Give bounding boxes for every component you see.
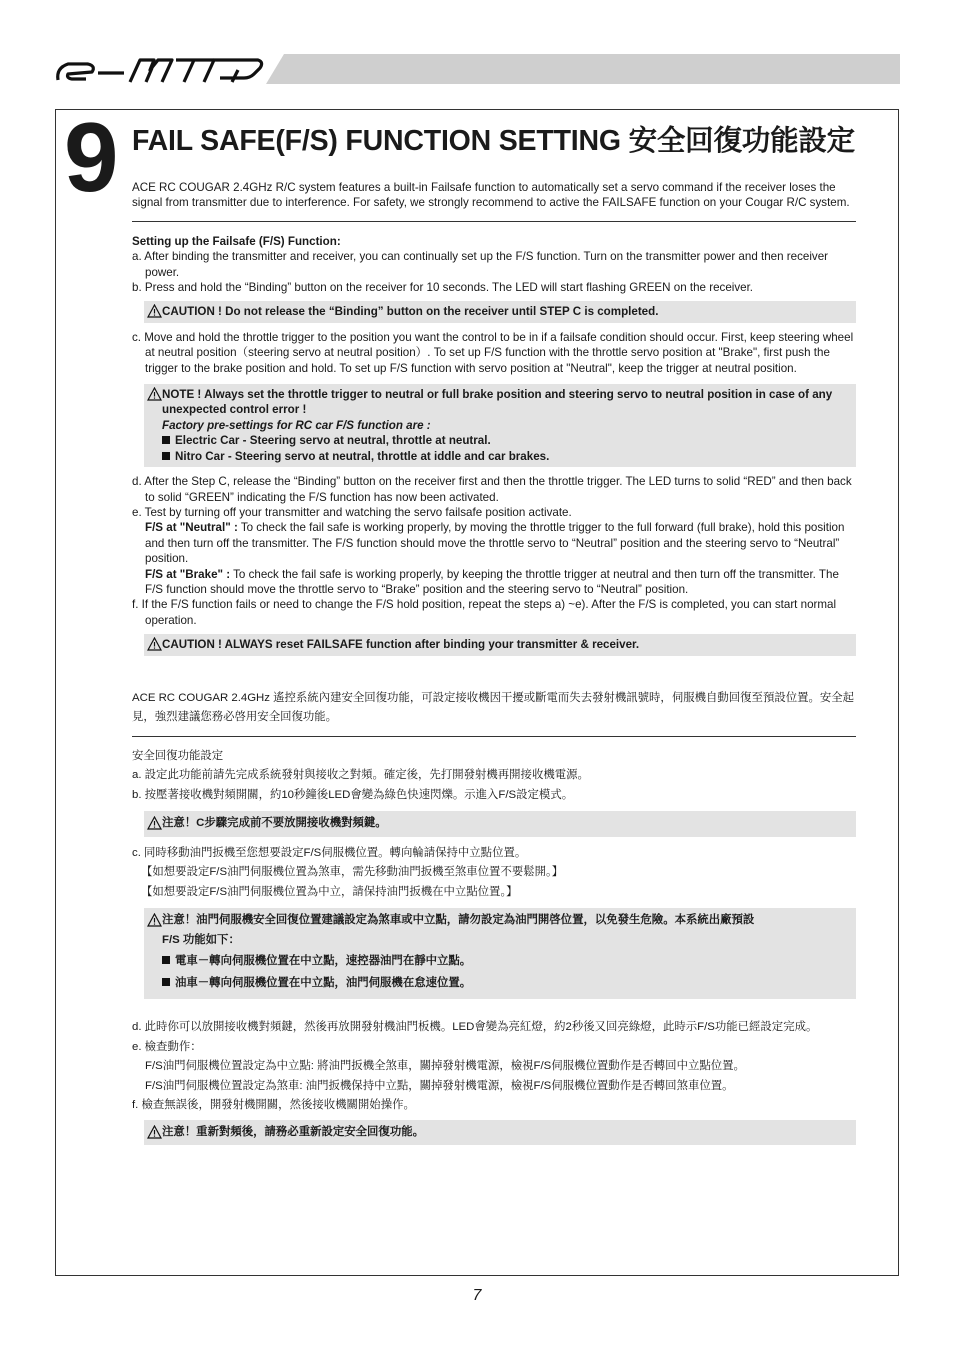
en-step-f: f. If the F/S function fails or need to change the F/S hold position, repeat the steps a) ~e). After the F/S is completed, you can start normal operation. [132,598,837,627]
en-step-c: c. Move and hold the throttle trigger to the position you want the control to be in if a failsafe condition should occur. First, keep steering wheel at neutral position（steering servo at neutral position）. To set up F/S function with the throttle servo position at "Brake", first push the trigger to the brake position and hold. To set up F/S function with servo position at "Neutral", keep the trigger at neutral position. [132,330,854,375]
zh-step-e-2: F/S油門伺服機位置設定為煞車: 油門扳機保持中立點，關掉發射機電源，檢視F/S伺服機位置動作是否轉回煞車位置。 [145,1079,734,1092]
en-setup-heading: Setting up the Failsafe (F/S) Function: [132,234,341,248]
en-note-box [144,384,856,467]
zh-note-box [144,908,856,999]
zh-caution-2-text: 注意！重新對頻後，請務必重新設定安全回復功能。 [162,1125,424,1138]
zh-caution-box-2 [144,1120,856,1146]
warning-icon [147,816,162,838]
en-brake-check [132,567,856,598]
zh-note-electric: 電車－轉向伺服機位置在中立點，速控器油門在靜中立點。 [175,955,472,968]
en-neutral-check [132,520,856,566]
zh-step-c-1: 【如想要設定F/S油門伺服機位置為煞車，需先移動油門扳機至煞車位置不要鬆開。】 [141,866,564,879]
en-brake-label: F/S at "Brake" : [145,567,231,581]
en-step-b: b. Press and hold the “Binding” button on the receiver for 10 seconds. The LED will start flashing GREEN on the receiver. [132,281,754,295]
zh-caution-box-1 [144,811,856,837]
warning-icon [147,387,162,405]
warning-icon [147,637,162,655]
en-neutral-label: F/S at "Neutral" : [145,521,238,535]
en-intro: ACE RC COUGAR 2.4GHz R/C system features a built-in Failsafe function to automatically set a servo command if the receiver loses the signal from transmitter due to interference. For safety, we strongly recommend to active the FAILSAFE function on your Cougar R/C system. [132,181,850,210]
warning-icon [147,913,162,935]
zh-step-b: b. 按壓著接收機對頻開關，約10秒鐘後LED會變為綠色快速閃爍。示進入F/S設定模式。 [132,788,574,801]
warning-icon [147,1125,162,1147]
page-number: 7 [472,1287,482,1304]
en-note-nitro: Nitro Car - Steering servo at neutral, throttle at iddle and car brakes. [175,449,550,463]
en-neutral-text: To check the fail safe is working properly, by moving the throttle trigger to the full forward (full brake), hold this position and then turn off the transmitter. The F/S function should move the throttle servo to “Neutral” position and the steering servo to “Neutral” position. [145,521,845,566]
section-title: FAIL SAFE(F/S) FUNCTION SETTING 安全回復功能設定 [132,125,855,157]
en-brake-text: To check the fail safe is working properly, by keeping the throttle trigger at neutral and then turn off the transmitter. The F/S function should move the throttle servo to “Brake” position and the steering servo to “Neutral” position. [145,567,839,596]
square-bullet-icon [162,978,170,986]
square-bullet-icon [162,436,170,444]
brand-logo [54,52,266,88]
zh-step-d: d. 此時你可以放開接收機對頻鍵，然後再放開發射機油門板機。LED會變為亮紅燈，約2秒後又回亮綠燈，此時示F/S功能已經設定完成。 [132,1021,818,1034]
en-caution-1-text: CAUTION ! Do not release the “Binding” button on the receiver until STEP C is completed. [162,305,659,319]
en-note-factory: Factory pre-settings for RC car F/S function are : [162,418,431,432]
en-caution-box-1 [144,301,856,322]
zh-note-main: 注意！油門伺服機安全回復位置建議設定為煞車或中立點，請勿設定為油門開啓位置，以免發生危險。本系統出廠預設 [162,914,755,927]
en-note-electric: Electric Car - Steering servo at neutral, throttle at neutral. [175,434,491,448]
square-bullet-icon [162,956,170,964]
content [132,180,856,1152]
zh-step-e: e. 檢查動作： [132,1040,202,1053]
zh-note-fs: F/S 功能如下： [162,933,240,946]
header-bar [266,54,900,84]
zh-intro: ACE RC COUGAR 2.4GHz 遙控系統內建安全回復功能，可設定接收機因干擾或斷電而失去發射機訊號時，伺服機自動回復至預設位置。安全起見，強烈建議您務必啓用安全回復功能。 [132,691,855,724]
en-note-main: NOTE ! Always set the throttle trigger to neutral or full brake position and steering servo to neutral position in case of any unexpected control error ! [162,388,833,417]
en-step-a: a. After binding the transmitter and receiver, you can continually set up the F/S function. Turn on the transmitter power and then receiver power. [132,250,829,279]
zh-note-nitro: 油車－轉向伺服機位置在中立點，油門伺服機在怠速位置。 [175,976,472,989]
zh-step-e-1: F/S油門伺服機位置設定為中立點: 將油門扳機全煞車，關掉發射機電源，檢視F/S伺服機位置動作是否轉回中立點位置。 [145,1060,745,1073]
divider [132,736,856,737]
en-caution-box-2 [144,634,856,655]
divider [132,221,856,222]
zh-section [132,689,856,1146]
zh-step-f: f. 檢查無誤後，開發射機開關，然後接收機關開始操作。 [132,1099,415,1112]
zh-heading: 安全回復功能設定 [132,749,224,762]
zh-step-c-2: 【如想要設定F/S油門伺服機位置為中立，請保持油門扳機在中立點位置。】 [141,885,518,898]
zh-step-c: c. 同時移動油門扳機至您想要設定F/S伺服機位置。轉向輪請保持中立點位置。 [132,846,527,859]
square-bullet-icon [162,452,170,460]
en-caution-2-text: CAUTION ! ALWAYS reset FAILSAFE function after binding your transmitter & receiver. [162,638,640,652]
en-step-e: e. Test by turning off your transmitter and watching the servo failsafe position activate. [132,505,572,519]
section-number: 9 [64,102,117,212]
zh-caution-1-text: 注意！C步驟完成前不要放開接收機對頻鍵。 [162,817,387,830]
warning-icon [147,304,162,322]
zh-step-a: a. 設定此功能前請先完成系統發射與接收之對頻。確定後，先打開發射機再開接收機電源。 [132,769,589,782]
en-step-d: d. After the Step C, release the “Binding” button on the receiver first and then the throttle trigger. The LED turns to solid “RED” and then back to solid “GREEN” indicating the F/S function has now been activated. [132,475,852,504]
